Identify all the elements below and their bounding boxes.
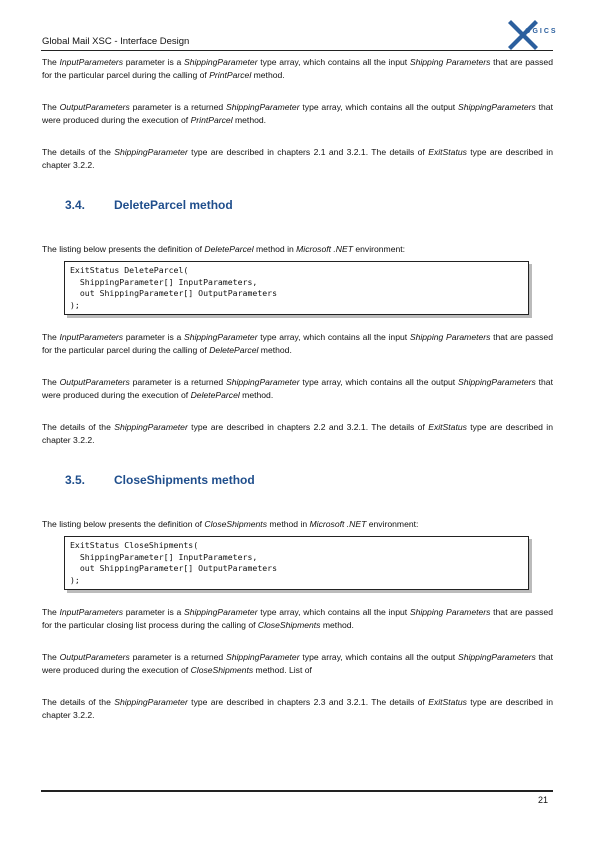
header-divider [41,50,553,51]
paragraph [42,331,553,357]
italic-term: Shipping Parameters [409,332,491,342]
italic-term: ShippingParameter [226,652,300,662]
text-run: method. [320,620,354,630]
section-number: 3.5. [65,473,86,487]
italic-term: Shipping Parameters [409,607,491,617]
section-heading-3-4 [65,198,233,212]
text-run: The [42,57,60,67]
text-run: type are described in chapters 2.2 and 3.2.1. The details of [187,422,429,432]
italic-term: CloseShipments [204,519,267,529]
italic-term: OutputParameters [59,377,130,387]
italic-term: ExitStatus [428,147,467,157]
text-run: The [42,607,60,617]
paragraph [42,696,553,722]
italic-term: DeleteParcel [190,390,240,400]
section-number: 3.4. [65,198,86,212]
paragraph [42,146,553,172]
document-header-title: Global Mail XSC - Interface Design [42,36,190,47]
paragraph [42,606,553,632]
text-run: method. [251,70,285,80]
code-listing-delete-parcel: ExitStatus DeleteParcel( ShippingParameter[] InputParameters, out ShippingParameter[] OutputParameters ); [64,261,529,315]
text-run: that were produced during the execution of [42,102,553,125]
text-run: method. [239,390,274,400]
text-run: that are passed for the particular parcel during the calling of [42,332,553,355]
italic-term: ShippingParameter [183,332,258,342]
paragraph [42,56,553,82]
text-run: environment: [352,244,406,254]
italic-term: PrintParcel [190,115,233,125]
text-run: that were produced during the execution of [42,652,553,675]
text-run: The listing below presents the definition of [42,519,205,529]
text-run: method in [253,244,297,254]
section-title: CloseShipments method [114,473,255,487]
text-run: type array, which contains all the input [257,332,410,342]
italic-term: DeleteParcel [204,244,254,254]
text-run: type are described in chapters 2.3 and 3.2.1. The details of [187,697,429,707]
text-run: The details of the [42,147,115,157]
italic-term: InputParameters [59,57,124,67]
italic-term: ShippingParameters [457,377,536,387]
italic-term: ShippingParameter [114,697,188,707]
text-run: parameter is a returned [129,102,226,112]
italic-term: InputParameters [59,607,124,617]
text-run: parameter is a [123,57,184,67]
text-run: parameter is a returned [129,377,226,387]
italic-term: CloseShipments [257,620,321,630]
text-run: type are described in chapter 3.2.2. [42,147,553,170]
code-listing-close-shipments: ExitStatus CloseShipments( ShippingParameter[] InputParameters, out ShippingParameter[] OutputParameters ); [64,536,529,590]
paragraph [42,243,553,256]
italic-term: ShippingParameters [457,102,536,112]
italic-term: Microsoft .NET [296,244,353,254]
italic-term: CloseShipments [190,665,254,675]
italic-term: ShippingParameter [114,147,188,157]
logo-text: OGICS [525,28,558,35]
italic-term: ShippingParameter [226,377,300,387]
italic-term: OutputParameters [59,652,130,662]
section-title: DeleteParcel method [114,198,233,212]
italic-term: OutputParameters [59,102,130,112]
text-run: parameter is a [123,332,184,342]
italic-term: DeleteParcel [209,345,259,355]
text-run: environment: [366,519,419,529]
text-run: type are described in chapter 3.2.2. [42,697,553,720]
text-run: parameter is a [123,607,184,617]
text-run: type array, which contains all the output [299,377,458,387]
text-run: The details of the [42,422,115,432]
italic-term: PrintParcel [209,70,252,80]
footer-divider [41,790,553,792]
italic-term: ExitStatus [428,697,467,707]
italic-term: ShippingParameters [457,652,536,662]
text-run: The details of the [42,697,115,707]
italic-term: ExitStatus [428,422,467,432]
italic-term: Shipping Parameters [409,57,491,67]
text-run: type array, which contains all the input [257,57,410,67]
text-run: type array, which contains all the input [257,607,410,617]
paragraph [42,376,553,402]
paragraph [42,651,553,677]
text-run: The [42,102,60,112]
text-run: type are described in chapter 3.2.2. [42,422,553,445]
italic-term: ShippingParameter [114,422,188,432]
text-run: that were produced during the execution of [42,377,553,400]
text-run: parameter is a returned [129,652,226,662]
text-run: that are passed for the particular parcel during the calling of [42,57,553,80]
text-run: method. List of [253,665,312,675]
section-heading-3-5 [65,473,255,487]
text-run: The [42,652,60,662]
paragraph [42,518,553,531]
text-run: type array, which contains all the output [299,102,458,112]
text-run: method in [267,519,310,529]
text-run: type array, which contains all the output [299,652,458,662]
text-run: method. [232,115,267,125]
text-run: The [42,377,60,387]
italic-term: Microsoft .NET [309,519,367,529]
text-run: The [42,332,60,342]
italic-term: ShippingParameter [226,102,300,112]
text-run: The listing below presents the definition of [42,244,205,254]
text-run: method. [258,345,292,355]
text-run: type are described in chapters 2.1 and 3.2.1. The details of [187,147,429,157]
text-run: that are passed for the particular closing list process during the calling of [42,607,553,630]
paragraph [42,101,553,127]
italic-term: ShippingParameter [183,607,258,617]
paragraph [42,421,553,447]
italic-term: ShippingParameter [183,57,258,67]
page-number: 21 [538,795,549,805]
italic-term: InputParameters [59,332,124,342]
